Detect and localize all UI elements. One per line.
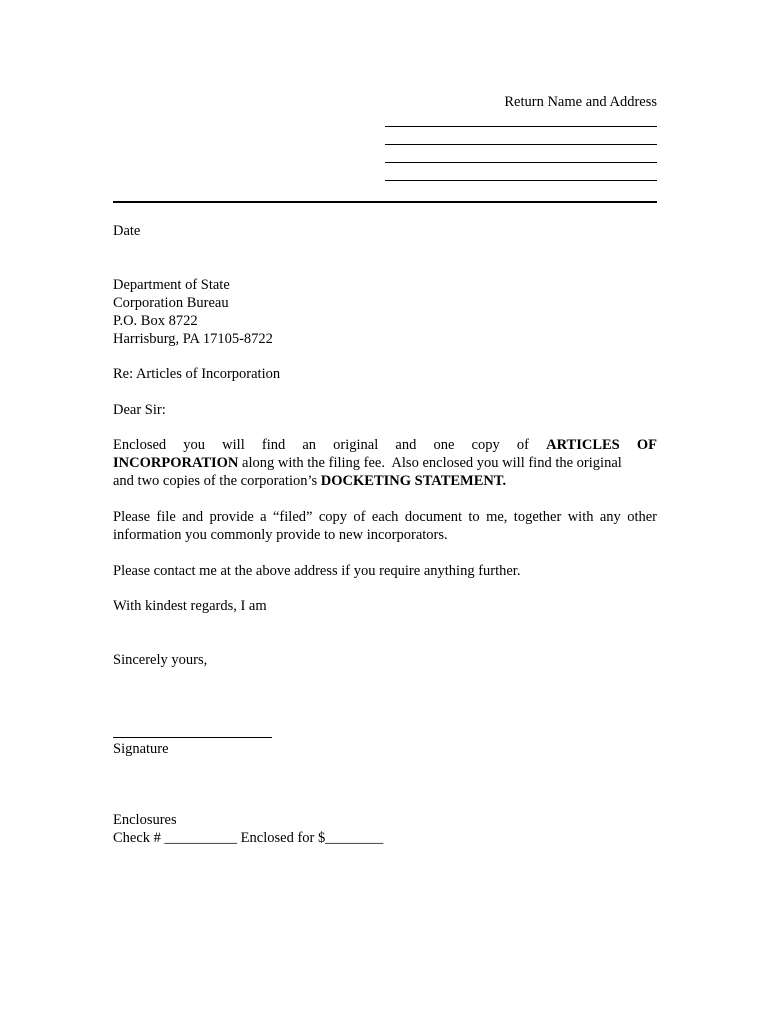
paragraph-line: information you commonly provide to new incorporators. — [113, 527, 448, 543]
paragraph-line: INCORPORATION along with the filing fee. Also enclosed you will find the original — [113, 455, 622, 471]
docketing-emphasis: DOCKETING STATEMENT. — [320, 473, 507, 489]
paragraph-line: Enclosed you will find an original and one copy of ARTICLES OF — [113, 437, 657, 453]
recipient-line: Harrisburg, PA 17105-8722 — [113, 331, 273, 347]
recipient-line: Department of State — [113, 277, 230, 293]
recipient-address — [113, 276, 657, 348]
paragraph-enclosed — [113, 436, 657, 490]
closing-line: Sincerely yours, — [113, 652, 208, 668]
return-address-blank-line — [385, 180, 657, 181]
date-label: Date — [113, 223, 141, 239]
recipient-line: P.O. Box 8722 — [113, 313, 198, 329]
signature-line — [113, 737, 272, 738]
return-address-blank-line — [385, 162, 657, 163]
incorporation-emphasis: INCORPORATION — [113, 455, 239, 471]
salutation: Dear Sir: — [113, 402, 166, 418]
regards-line: With kindest regards, I am — [113, 598, 267, 614]
paragraph-line: and two copies of the corporation’s DOCKETING STATEMENT. — [113, 473, 507, 489]
signature-label: Signature — [113, 741, 169, 757]
subject-line: Re: Articles of Incorporation — [113, 366, 281, 382]
recipient-line: Corporation Bureau — [113, 295, 229, 311]
paragraph-file — [113, 508, 657, 544]
enclosures-block — [113, 811, 657, 847]
header-divider — [113, 201, 657, 203]
return-address-block — [385, 93, 657, 181]
articles-emphasis: ARTICLES OF — [546, 437, 657, 453]
paragraph-contact: Please contact me at the above address if you require anything further. — [113, 563, 521, 579]
return-address-title: Return Name and Address — [504, 94, 657, 110]
return-address-blank-line — [385, 144, 657, 145]
check-line: Check # __________ Enclosed for $________ — [113, 830, 384, 846]
return-address-blank-line — [385, 126, 657, 127]
paragraph-line: Please file and provide a “filed” copy of each document to me, together with any other — [113, 509, 657, 525]
enclosures-title: Enclosures — [113, 812, 177, 828]
